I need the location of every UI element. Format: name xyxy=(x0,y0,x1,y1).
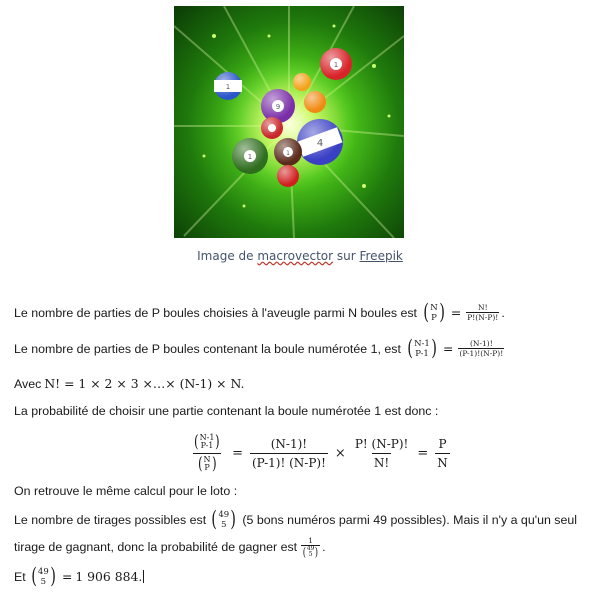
line6-suffix: (5 bons numéros parmi 49 possibles). Mais il n'y a qu'un seul xyxy=(242,512,578,527)
billiard-balls-image xyxy=(174,6,404,238)
paragraph-combinations xyxy=(14,302,505,323)
text-cursor xyxy=(143,570,144,583)
line8-prefix: Et xyxy=(14,569,26,584)
binom-bottom: 5 xyxy=(308,551,313,558)
binom-bottom: P-1 xyxy=(200,441,214,450)
frac-numerator: (N-1)! xyxy=(469,339,493,348)
equals-sign: = xyxy=(450,305,462,320)
binomial-49-5: ( 49 5 ) xyxy=(30,564,56,588)
ball-purple xyxy=(261,89,295,123)
frac-numerator: (N-1)! xyxy=(270,436,308,451)
probability-equation xyxy=(186,432,453,474)
billiard-balls-artwork xyxy=(174,6,404,238)
ball-red xyxy=(320,48,352,80)
binom-top: N-1 xyxy=(414,338,430,349)
equals-sign: = xyxy=(417,445,429,461)
frac-numerator: 1 xyxy=(308,536,314,545)
binom-bottom: P xyxy=(204,463,210,472)
frac-denominator: P!(N-P)! xyxy=(467,313,499,322)
line5-text: On retrouve le même calcul pour le loto : xyxy=(14,484,238,498)
paragraph-combinations-with-ball-1 xyxy=(14,338,506,359)
fraction-left xyxy=(250,437,328,470)
binomial-49-5: ( 49 5 ) xyxy=(302,545,319,559)
image-caption xyxy=(0,249,600,263)
frac-numerator: P! (N-P)! xyxy=(354,436,409,451)
paragraph-loto-intro xyxy=(14,484,237,498)
binom-top: N-1 xyxy=(199,433,215,442)
binomial-n1-p1: ( N-1 P-1 ) xyxy=(193,431,221,452)
line7-end: . xyxy=(322,540,326,554)
paragraph-loto-probability xyxy=(14,536,326,558)
paragraph-probability-intro xyxy=(14,404,438,418)
ball-green xyxy=(232,138,268,174)
line3-prefix: Avec xyxy=(14,376,42,391)
ball-brown xyxy=(274,138,302,166)
caption-middle: sur xyxy=(333,249,360,263)
fraction-one-over-binomial xyxy=(301,536,320,558)
binom-top: 49 xyxy=(37,566,49,577)
binom-bottom: 5 xyxy=(221,519,227,530)
fraction-right xyxy=(353,437,411,470)
binom-bottom: P xyxy=(431,312,437,323)
factorial-formula: N! = 1 × 2 × 3 ×…× (N-1) × N. xyxy=(44,376,245,391)
ball-blue-left xyxy=(214,72,242,100)
author-link[interactable]: macrovector xyxy=(257,249,334,263)
equals-sign: = xyxy=(61,569,73,584)
ratio-of-binomials xyxy=(189,431,225,474)
ball-orange xyxy=(304,91,326,113)
frac-numerator: P xyxy=(438,436,447,451)
ball-red-small xyxy=(261,117,283,139)
binomial-n-p: ( N P ) xyxy=(197,453,217,474)
binom-top: N xyxy=(430,302,438,313)
binomial-n1-p1: ( N-1 P-1 ) xyxy=(407,336,437,360)
paragraph-loto-result xyxy=(14,566,144,587)
binomial-49-5: ( 49 5 ) xyxy=(211,507,237,531)
line4-text: La probabilité de choisir une partie contenant la boule numérotée 1 est donc : xyxy=(14,404,439,418)
line6-prefix: Le nombre de tirages possibles est xyxy=(14,512,207,527)
binom-top: N xyxy=(203,455,211,464)
binom-bottom: 5 xyxy=(40,576,47,587)
fraction-n1-factorial xyxy=(458,339,504,358)
fraction-result xyxy=(435,437,450,470)
freepik-link[interactable]: Freepik xyxy=(359,249,403,263)
binom-top: 49 xyxy=(218,509,230,520)
times-sign: × xyxy=(334,445,346,461)
frac-denominator: N xyxy=(435,453,450,470)
paragraph-loto-draws xyxy=(14,509,577,530)
combination-value: 1 906 884. xyxy=(75,569,143,584)
frac-numerator: N! xyxy=(478,303,488,312)
fraction-n-factorial xyxy=(466,303,499,322)
line1-end: . xyxy=(501,305,505,320)
binom-bottom: P-1 xyxy=(415,348,429,359)
frac-denominator: N! xyxy=(372,453,391,470)
binomial-n-p: ( N P ) xyxy=(423,300,445,324)
line1-text: Le nombre de parties de P boules choisies à l'aveugle parmi N boules est xyxy=(14,305,418,320)
equals-sign: = xyxy=(443,341,454,356)
binom-top: 49 xyxy=(306,545,315,552)
caption-prefix: Image de xyxy=(197,249,258,263)
line2-text: Le nombre de parties de P boules contenant la boule numérotée 1, est xyxy=(14,341,401,356)
ball-blue-large xyxy=(297,119,343,165)
frac-denominator: (P-1)! (N-P)! xyxy=(250,453,328,470)
ball-red-bottom xyxy=(277,165,299,187)
equals-sign: = xyxy=(232,445,243,461)
paragraph-factorial-definition xyxy=(14,376,244,391)
frac-denominator: (P-1)!(N-P)! xyxy=(459,349,504,358)
ball-orange-small xyxy=(293,73,311,91)
line7-prefix: tirage de gagnant, donc la probabilité de gagner est xyxy=(14,540,298,554)
